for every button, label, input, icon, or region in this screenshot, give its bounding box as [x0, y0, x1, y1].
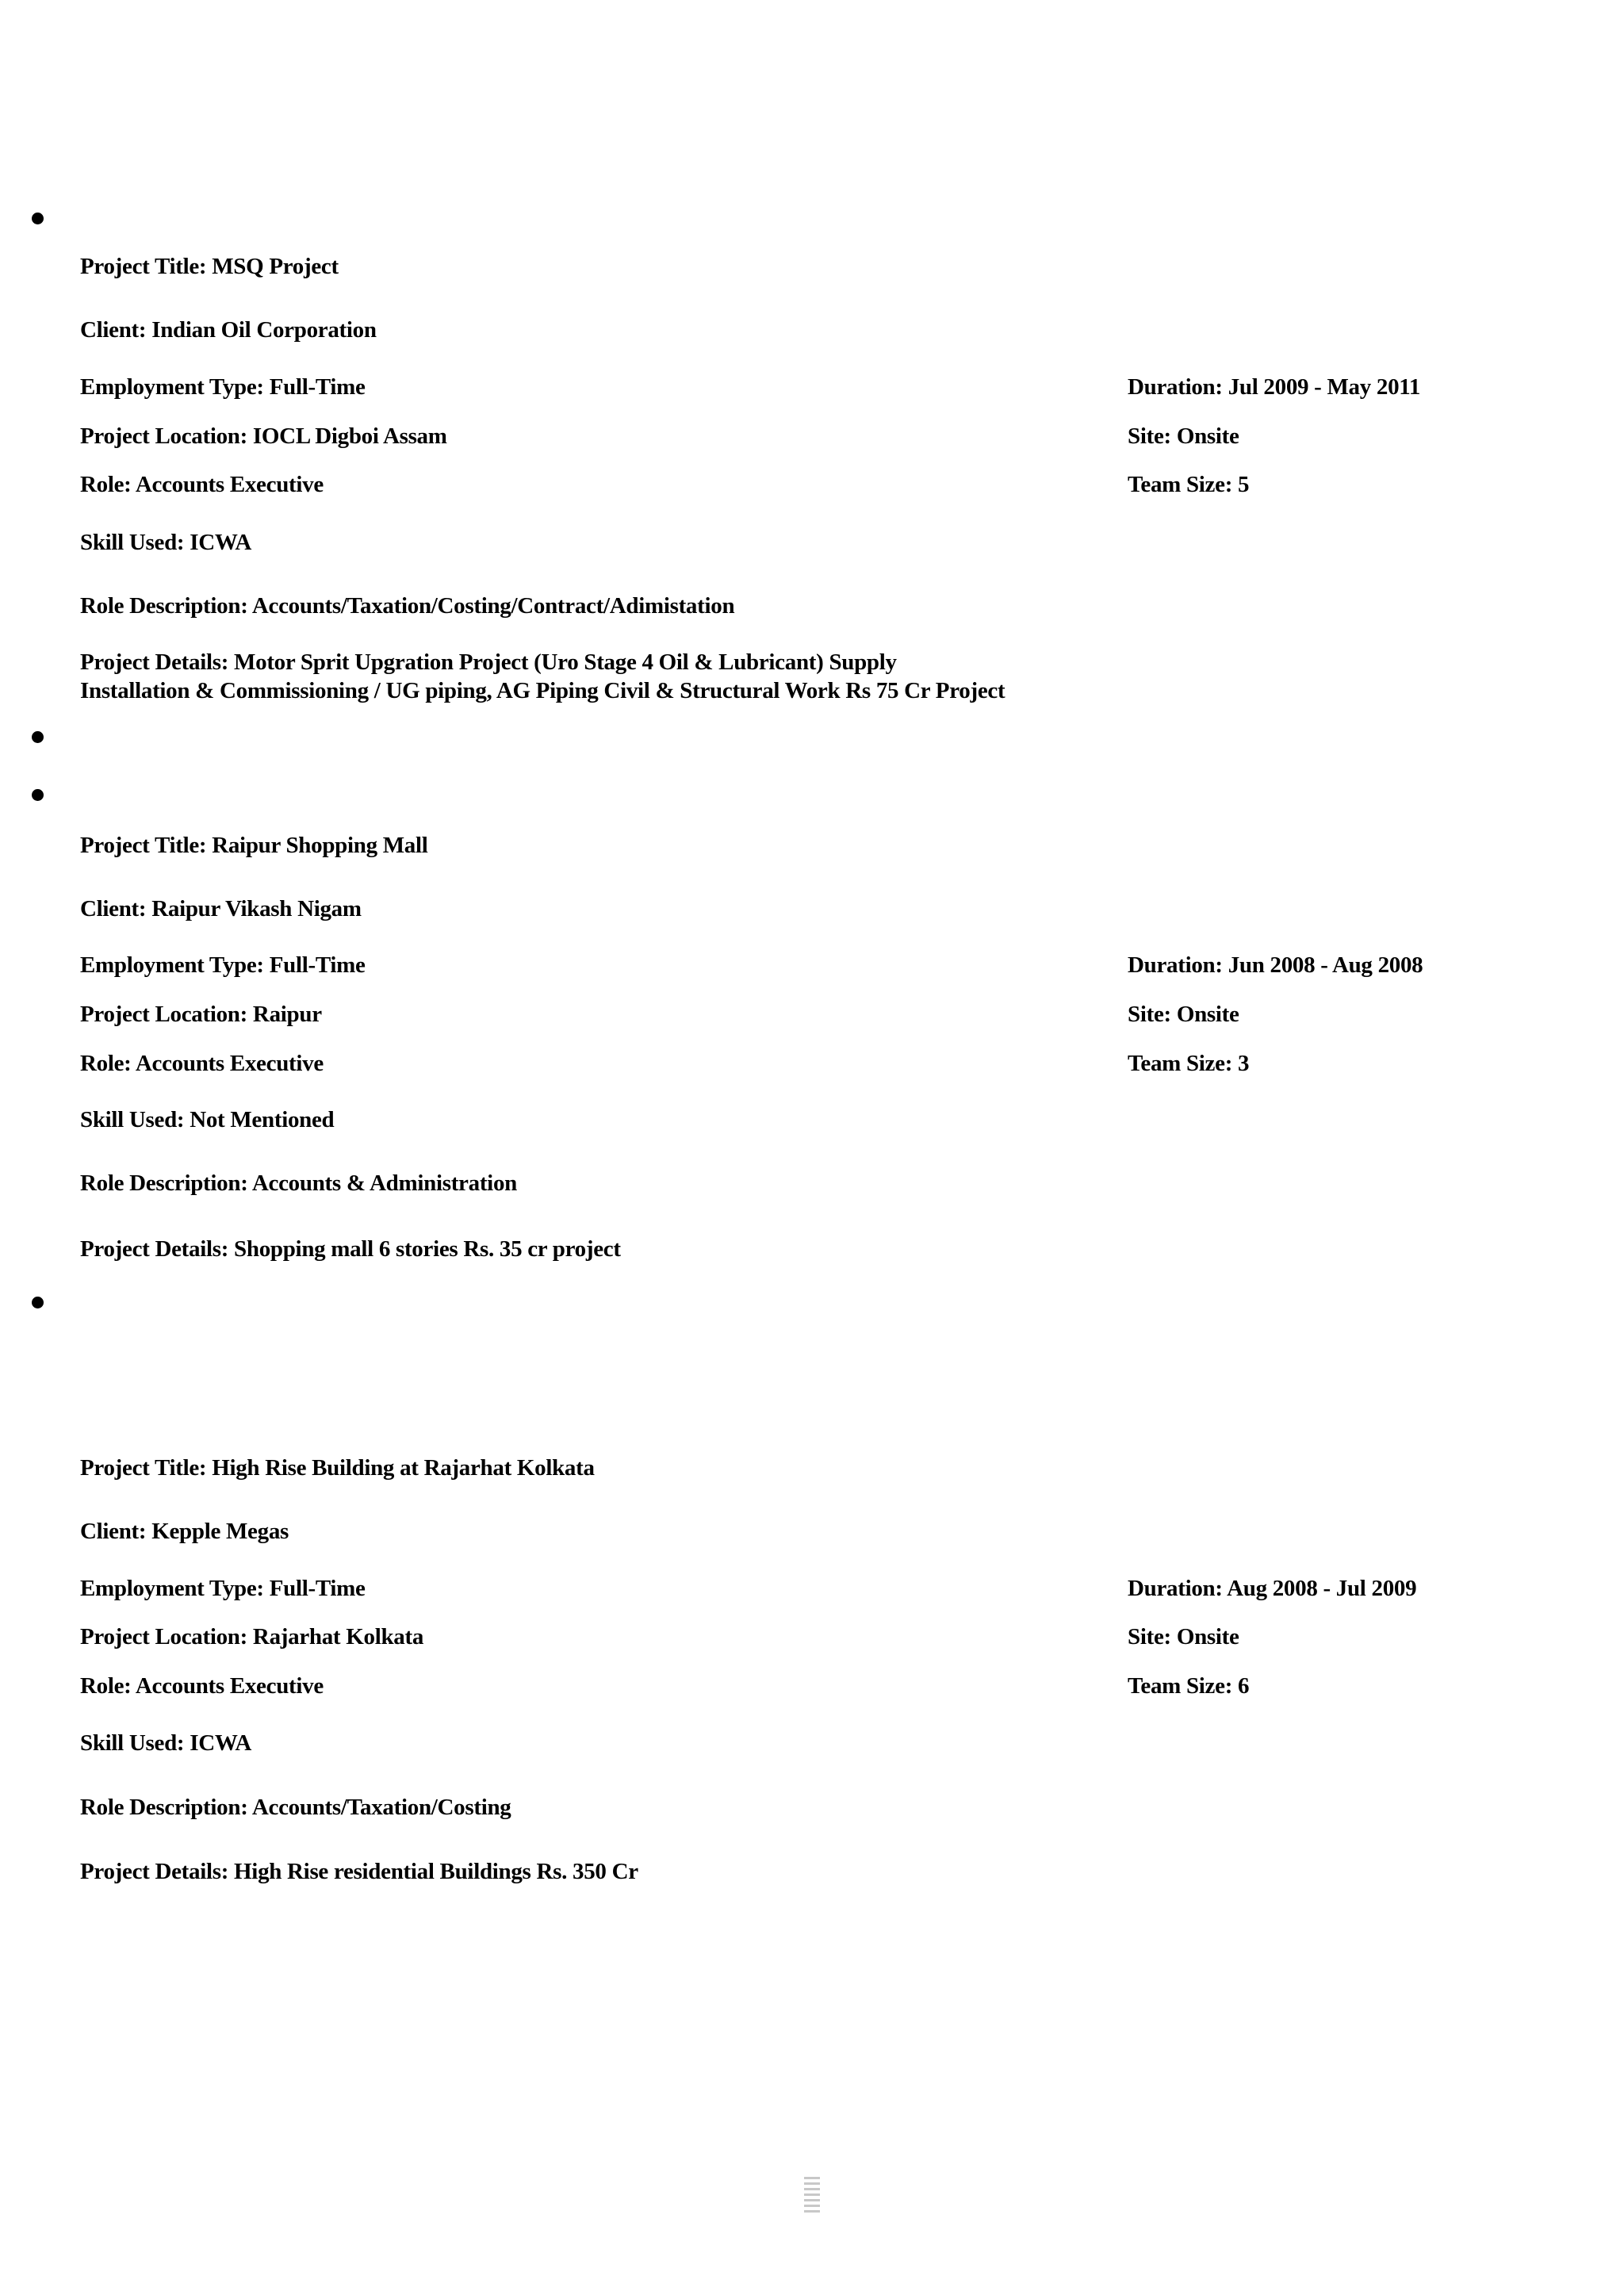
project-title: Project Title: MSQ Project	[80, 254, 339, 279]
project-role: Role: Accounts Executive	[80, 1673, 324, 1699]
project-details-continued: Installation & Commissioning / UG piping, AG Piping Civil & Structural Work Rs 75 Cr Project	[80, 678, 1005, 703]
employment-type: Employment Type: Full-Time	[80, 374, 366, 400]
list-bullet	[32, 213, 44, 224]
project-site: Site: Onsite	[1128, 423, 1239, 449]
project-role: Role: Accounts Executive	[80, 1051, 324, 1076]
list-bullet	[32, 731, 44, 743]
project-details: Project Details: Shopping mall 6 stories Rs. 35 cr project	[80, 1236, 621, 1262]
project-site: Site: Onsite	[1128, 1624, 1239, 1649]
list-bullet	[32, 789, 44, 801]
project-title: Project Title: Raipur Shopping Mall	[80, 833, 428, 858]
role-description: Role Description: Accounts & Administration	[80, 1170, 517, 1196]
project-title: Project Title: High Rise Building at Rajarhat Kolkata	[80, 1455, 595, 1481]
team-size: Team Size: 6	[1128, 1673, 1250, 1699]
footer-watermark	[804, 2177, 820, 2215]
project-role: Role: Accounts Executive	[80, 472, 324, 497]
role-description: Role Description: Accounts/Taxation/Costing/Contract/Adimistation	[80, 593, 735, 619]
project-duration: Duration: Jul 2009 - May 2011	[1128, 374, 1421, 400]
skill-used: Skill Used: ICWA	[80, 1730, 251, 1756]
project-client: Client: Raipur Vikash Nigam	[80, 896, 362, 921]
skill-used: Skill Used: ICWA	[80, 530, 251, 555]
employment-type: Employment Type: Full-Time	[80, 1576, 366, 1601]
project-details: Project Details: Motor Sprit Upgration Project (Uro Stage 4 Oil & Lubricant) Supply	[80, 649, 897, 675]
team-size: Team Size: 3	[1128, 1051, 1250, 1076]
project-client: Client: Indian Oil Corporation	[80, 317, 377, 343]
project-location: Project Location: Raipur	[80, 1002, 322, 1027]
skill-used: Skill Used: Not Mentioned	[80, 1107, 335, 1132]
project-details: Project Details: High Rise residential Buildings Rs. 350 Cr	[80, 1859, 638, 1884]
role-description: Role Description: Accounts/Taxation/Costing	[80, 1795, 511, 1820]
project-location: Project Location: Rajarhat Kolkata	[80, 1624, 424, 1649]
project-duration: Duration: Jun 2008 - Aug 2008	[1128, 952, 1423, 978]
employment-type: Employment Type: Full-Time	[80, 952, 366, 978]
project-location: Project Location: IOCL Digboi Assam	[80, 423, 447, 449]
team-size: Team Size: 5	[1128, 472, 1250, 497]
list-bullet	[32, 1297, 44, 1308]
project-site: Site: Onsite	[1128, 1002, 1239, 1027]
project-duration: Duration: Aug 2008 - Jul 2009	[1128, 1576, 1417, 1601]
project-client: Client: Kepple Megas	[80, 1519, 289, 1544]
